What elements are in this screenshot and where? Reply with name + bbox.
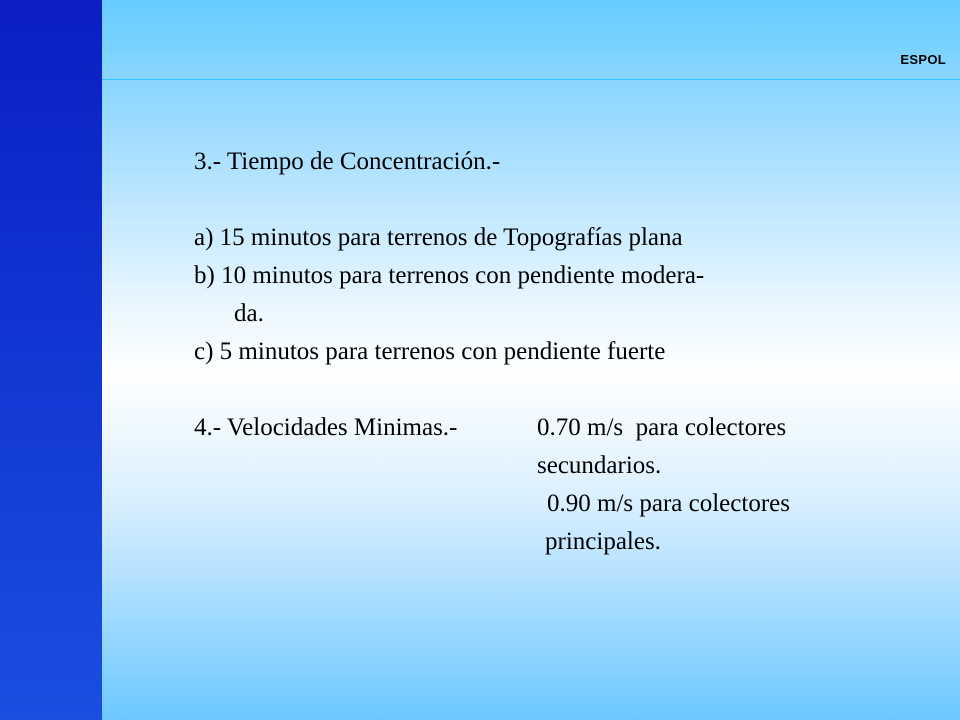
velocity-secondary-label: secundarios. [537,452,662,479]
velocity-primary-label: principales. [545,528,661,555]
item-b-continuation: da. [234,300,264,327]
slide-body [194,143,704,409]
item-b: b) 10 minutos para terrenos con pendiente modera- [194,262,705,289]
header-divider [102,79,960,80]
section-4-title: 4.- Velocidades Minimas.- [194,414,458,441]
velocity-primary-value: 0.90 m/s para colectores [547,490,790,517]
section-3-title: 3.- Tiempo de Concentración.- [194,148,501,175]
item-a: a) 15 minutos para terrenos de Topografías plana [194,224,683,251]
side-bar [0,0,102,720]
item-c: c) 5 minutos para terrenos con pendiente fuerte [194,338,666,365]
velocity-secondary-value: 0.70 m/s para colectores [537,414,787,441]
brand-label: ESPOL [900,52,946,67]
